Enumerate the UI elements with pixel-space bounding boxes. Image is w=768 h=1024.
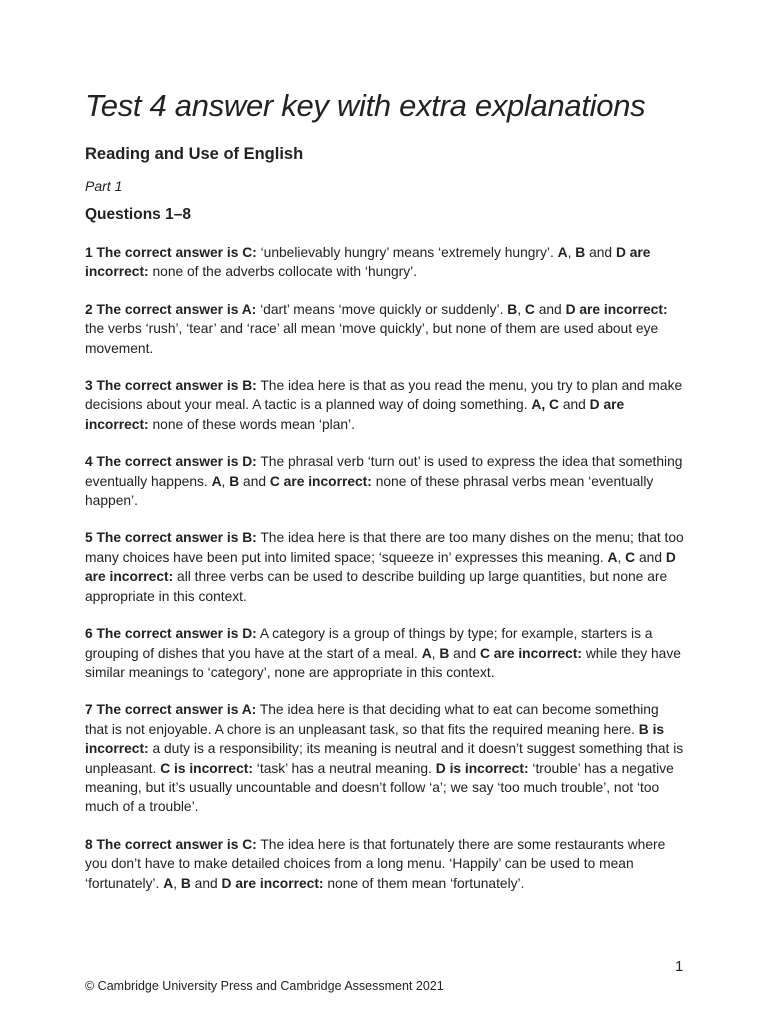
option-label: C is incorrect: [160,760,253,776]
answer-text: A category is a group of things by type; for example, starters is a grouping of dishes that you have at the start of a meal. [85,626,653,661]
option-label: D are incorrect: [221,875,324,891]
option-label: B [507,301,518,317]
answer-text: and [585,245,616,260]
answer-lead: 7 The correct answer is A: [85,702,257,718]
option-label: D is incorrect: [435,760,529,776]
answer-text: ‘dart’ means ‘move quickly or suddenly’. [256,301,508,317]
option-label: A [163,875,174,891]
answer-text: The idea here is that there are too many dishes on the menu; that too many choices have been put into limited space; ‘squeeze in’ expresses this meaning. [85,530,684,565]
option-label: C are incorrect: [269,473,372,489]
part-label: Part 1 [85,178,123,194]
answer-text: and [190,875,222,891]
page-number: 1 [675,958,684,975]
answer-text: ‘unbelievably hungry’ means ‘extremely hungry’. [256,245,558,260]
option-label: C [524,301,535,317]
answer-text: none of these words mean ‘plan’. [148,416,355,432]
answer-lead: 5 The correct answer is B: [85,530,257,546]
answer-text: , [517,301,525,317]
option-label: A, C [531,397,559,413]
answer-text: , [173,875,181,891]
answer-lead: 6 The correct answer is D: [85,626,257,642]
questions-heading: Questions 1–8 [85,206,191,223]
option-label: B [180,875,191,891]
answer-text: all three verbs can be used to describe building up large quantities, but none are appropriate in this context. [85,569,668,604]
option-label: B [229,473,240,489]
answer-text: and [558,397,590,413]
answer-list [85,243,685,911]
answer-lead: 8 The correct answer is C: [85,836,257,852]
answer-2 [85,300,685,358]
answer-lead: 2 The correct answer is A: [85,301,257,317]
answer-text: The idea here is that deciding what to eat can become something that is not enjoyable. A chore is an unpleasant task, so that fits the required meaning here. [85,702,659,737]
option-label: B is incorrect: [85,721,665,757]
answer-7 [85,700,685,816]
answer-text: The phrasal verb ‘turn out’ is used to express the idea that something eventually happens. [85,454,683,489]
option-label: D are incorrect: [85,397,625,432]
answer-text: , [567,245,576,260]
copyright-footer: © Cambridge University Press and Cambridge Assessment 2021 [85,979,444,993]
option-label: D are incorrect: [85,245,651,280]
answer-3 [85,376,685,434]
option-label: B [575,245,586,260]
section-heading: Reading and Use of English [85,145,304,163]
answer-text: a duty is a responsibility; its meaning is neutral and it doesn’t suggest something that is unpleasant. [85,741,684,776]
option-label: A [607,549,618,565]
answer-text: , [431,645,440,661]
answer-text: and [449,645,480,661]
document-page [85,0,685,1024]
answer-text: and [239,473,270,489]
answer-text: while they have similar meanings to ‘category’, none are appropriate in this context. [85,645,681,680]
answer-text: The idea here is that as you read the menu, you try to plan and make decisions about your meal. A tactic is a planned way of doing something. [85,378,683,413]
answer-text: , [617,549,626,565]
option-label: C are incorrect: [480,645,582,661]
answer-5 [85,528,685,606]
option-label: D are incorrect: [85,549,676,585]
option-label: B [439,645,450,661]
answer-lead: 4 The correct answer is D: [85,454,257,470]
answer-8 [85,835,685,893]
option-label: D are incorrect: [565,301,668,317]
answer-lead: 3 The correct answer is B: [85,378,257,394]
answer-lead: 1 The correct answer is C: [85,245,257,260]
answer-text: ‘trouble’ has a negative meaning, but it’s usually uncountable and doesn’t follow ‘a’; we say ‘too much trouble’, not ‘too much of a trouble’. [85,760,674,815]
option-label: A [211,473,222,489]
answer-text: none of the adverbs collocate with ‘hungry’. [148,264,418,280]
document-title: Test 4 answer key with extra explanations [85,88,646,123]
answer-text: and [635,549,666,565]
answer-text: The idea here is that fortunately there are some restaurants where you don’t have to make detailed choices from a long menu. ‘Happily’ can be used to mean ‘fortunately’. [85,836,666,891]
answer-text: none of them mean ‘fortunately’. [323,875,525,891]
option-label: C [625,549,636,565]
option-label: A [557,245,568,260]
answer-text: , [221,473,230,489]
answer-text: and [534,301,566,317]
answer-text: none of these phrasal verbs mean ‘eventually happen’. [85,473,654,509]
option-label: A [421,645,432,661]
answer-1 [85,243,685,282]
answer-6 [85,624,685,682]
answer-text: the verbs ‘rush’, ‘tear’ and ‘race’ all mean ‘move quickly’, but none of them are used about eye movement. [85,321,659,356]
answer-text: ‘task’ has a neutral meaning. [252,760,436,776]
answer-4 [85,452,685,510]
